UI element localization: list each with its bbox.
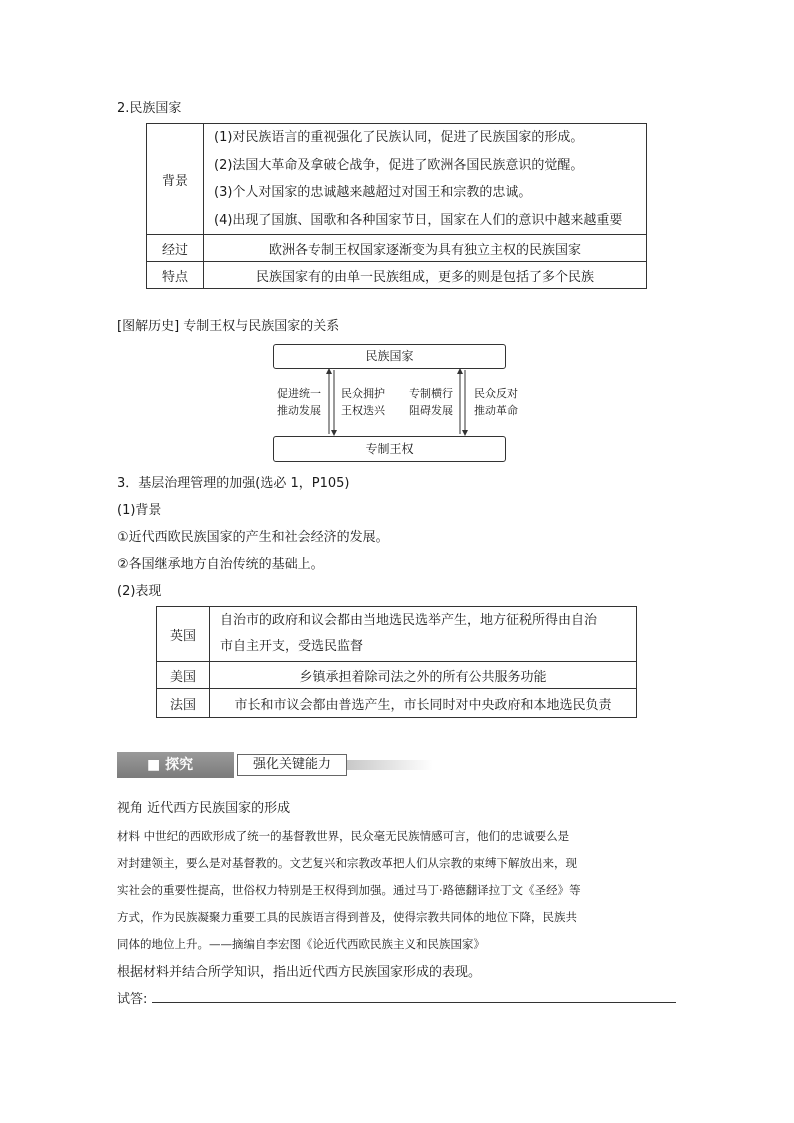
- background-item: (3)个人对国家的忠诚越来越超过对国王和宗教的忠诚。: [214, 185, 532, 200]
- diagram-bottom-box: 专制王权: [273, 436, 506, 462]
- material-line: 材料 中世纪的西欧形成了统一的基督教世界，民众毫无民族情感可言，他们的忠诚要么是: [117, 829, 570, 843]
- governance-table: [156, 606, 637, 718]
- cell-line: 市自主开支，受选民监督: [220, 639, 364, 654]
- background-item: (4)出现了国旗、国歌和各种国家节日，国家在人们的意识中越来越重要: [214, 212, 623, 228]
- label-line: 促进统一: [277, 387, 321, 400]
- angle-heading: 视角 近代西方民族国家的形成: [117, 801, 291, 816]
- background-item: (1)对民族语言的重视强化了民族认同，促进了民族国家的形成。: [214, 130, 584, 145]
- answer-label: 试答:: [117, 992, 148, 1007]
- material-line: 实社会的重要性提高，世俗权力特别是王权得到加强。通过马丁·路德翻译拉丁文《圣经》等: [117, 883, 581, 897]
- background-cell: [204, 124, 647, 235]
- governance-cell: [210, 607, 637, 662]
- cell-line: 自治市的政府和议会都由当地选民选举产生，地方征税所得由自治: [220, 613, 598, 628]
- diagram-heading: [图解历史] 专制王权与民族国家的关系: [117, 319, 340, 334]
- governance-cell: 乡镇承担着除司法之外的所有公共服务功能: [210, 662, 637, 689]
- nation-state-table: [146, 123, 647, 289]
- banner-left-text: ■ 探究: [147, 757, 194, 773]
- material-line: 对封建领主，要么是对基督教的。文艺复兴和宗教改革把人们从宗教的束缚下解放出来，现: [117, 856, 577, 870]
- list-item: ①近代西欧民族国家的产生和社会经济的发展。: [117, 530, 389, 545]
- diagram-label-far-right: [470, 385, 522, 419]
- banner-right: 强化关键能力: [237, 754, 347, 776]
- diagram-top-box: 民族国家: [273, 344, 506, 369]
- feature-label: 特点: [147, 262, 204, 289]
- country-label: 美国: [157, 662, 210, 689]
- question-text: 根据材料并结合所学知识，指出近代西方民族国家形成的表现。: [117, 965, 482, 980]
- process-text: 欧洲各专制王权国家逐渐变为具有独立主权的民族国家: [204, 235, 647, 262]
- material-line: 方式，作为民族凝聚力重要工具的民族语言得到普及，使得宗教共同体的地位下降，民族共: [117, 910, 577, 924]
- banner-decoration: [347, 760, 433, 770]
- label-line: 民众拥护: [341, 387, 385, 400]
- subheading: (2)表现: [117, 584, 162, 599]
- background-label: 背景: [147, 124, 204, 235]
- material-line: 同体的地位上升。——摘编自李宏图《论近代西欧民族主义和民族国家》: [117, 937, 485, 951]
- feature-text: 民族国家有的由单一民族组成，更多的则是包括了多个民族: [204, 262, 647, 289]
- section-heading: 3．基层治理管理的加强(选必 1，P105): [117, 476, 350, 491]
- label-line: 王权迭兴: [341, 404, 385, 417]
- diagram-label-far-left: [274, 385, 324, 419]
- background-item: (2)法国大革命及拿破仑战争，促进了欧洲各国民族意识的觉醒。: [214, 157, 584, 173]
- governance-cell: 市长和市议会都由普选产生，市长同时对中央政府和本地选民负责: [210, 689, 637, 718]
- label-line: 民众反对: [474, 387, 518, 400]
- section-heading: 2.民族国家: [117, 101, 182, 116]
- label-line: 专制横行: [409, 387, 453, 400]
- diagram-label-mid-right: [406, 385, 456, 419]
- process-label: 经过: [147, 235, 204, 262]
- material-passage: [117, 823, 581, 958]
- label-line: 阻碍发展: [409, 404, 453, 417]
- label-line: 推动革命: [474, 404, 518, 417]
- answer-line[interactable]: [152, 1002, 676, 1003]
- label-line: 推动发展: [277, 404, 321, 417]
- country-label: 法国: [157, 689, 210, 718]
- country-label: 英国: [157, 607, 210, 662]
- subheading: (1)背景: [117, 503, 162, 518]
- diagram-label-mid-left: [338, 385, 388, 419]
- banner-left: [117, 752, 234, 778]
- explore-banner: [117, 752, 433, 778]
- list-item: ②各国继承地方自治传统的基础上。: [117, 557, 324, 572]
